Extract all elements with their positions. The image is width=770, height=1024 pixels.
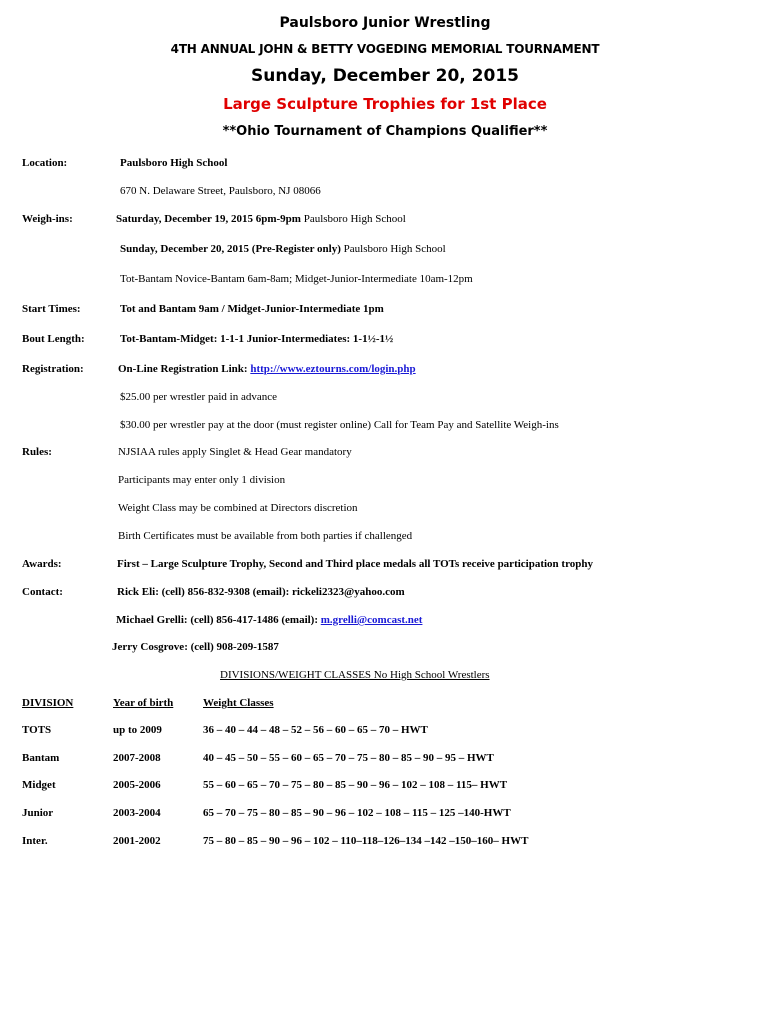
contact-michael-email-link[interactable]: m.grelli@comcast.net	[320, 614, 423, 626]
bout-length-label: Bout Length:	[22, 333, 85, 345]
bout-length-value: Tot-Bantam-Midget: 1-1-1 Junior-Intermediates: 1-1½-1½	[120, 333, 394, 345]
weigh-in-saturday-venue: Paulsboro High School	[300, 213, 406, 225]
division-weights: 55 – 60 – 65 – 70 – 75 – 80 – 85 – 90 – 96 – 102 – 108 – 115– HWT	[203, 779, 508, 791]
table-row	[0, 723, 770, 737]
contact-jerry: Jerry Cosgrove: (cell) 908-209-1587	[112, 641, 279, 653]
division-years: 2007-2008	[113, 752, 161, 764]
start-times-label: Start Times:	[22, 303, 81, 315]
rule-item: Weight Class may be combined at Directors discretion	[118, 502, 358, 514]
location-venue: Paulsboro High School	[120, 157, 228, 169]
rule-item: NJSIAA rules apply Singlet & Head Gear mandatory	[118, 446, 352, 458]
division-name: TOTS	[22, 724, 52, 736]
division-years: 2005-2006	[113, 779, 161, 791]
contact-michael	[116, 613, 422, 627]
weigh-in-sunday-venue: Paulsboro High School	[340, 243, 446, 255]
divisions-heading: DIVISIONS/WEIGHT CLASSES No High School Wrestlers	[220, 669, 490, 681]
division-name: Junior	[22, 807, 54, 819]
awards-value: First – Large Sculpture Trophy, Second and Third place medals all TOTs receive participation trophy	[117, 558, 594, 570]
division-name: Inter.	[22, 835, 48, 847]
location-address: 670 N. Delaware Street, Paulsboro, NJ 08066	[120, 185, 321, 197]
division-weights: 40 – 45 – 50 – 55 – 60 – 65 – 70 – 75 – 80 – 85 – 90 – 95 – HWT	[203, 752, 494, 764]
table-row	[0, 751, 770, 765]
qualifier-note: **Ohio Tournament of Champions Qualifier**	[222, 124, 548, 139]
weigh-ins-label: Weigh-ins:	[22, 213, 73, 225]
awards-label: Awards:	[22, 558, 62, 570]
rule-item: Birth Certificates must be available from both parties if challenged	[118, 530, 413, 542]
weigh-in-saturday	[116, 212, 406, 226]
event-date: Sunday, December 20, 2015	[250, 66, 519, 86]
weigh-in-sunday-time: Sunday, December 20, 2015 (Pre-Register only)	[120, 243, 341, 255]
rule-item: Participants may enter only 1 division	[118, 474, 286, 486]
registration-link-label: On-Line Registration Link:	[118, 363, 251, 375]
registration-label: Registration:	[22, 363, 84, 375]
registration-link-line	[118, 362, 416, 376]
registration-link[interactable]: http://www.eztourns.com/login.php	[250, 363, 416, 375]
division-years: up to 2009	[113, 724, 162, 736]
rules-label: Rules:	[22, 446, 52, 458]
club-name: Paulsboro Junior Wrestling	[279, 15, 491, 31]
table-row	[0, 806, 770, 820]
contact-rick: Rick Eli: (cell) 856-832-9308 (email): rickeli2323@yahoo.com	[117, 586, 405, 598]
table-row	[0, 778, 770, 792]
trophy-headline: Large Sculpture Trophies for 1st Place	[223, 95, 547, 113]
table-row	[0, 834, 770, 848]
weigh-in-saturday-time: Saturday, December 19, 2015 6pm-9pm	[116, 213, 301, 225]
weigh-in-sunday	[120, 242, 446, 256]
weigh-in-schedule: Tot-Bantam Novice-Bantam 6am-8am; Midget-Junior-Intermediate 10am-12pm	[120, 273, 473, 285]
tournament-title: 4TH ANNUAL JOHN & BETTY VOGEDING MEMORIAL TOURNAMENT	[170, 42, 600, 56]
division-name: Midget	[22, 779, 56, 791]
column-header-division: DIVISION	[22, 697, 74, 709]
location-label: Location:	[22, 157, 68, 169]
division-name: Bantam	[22, 752, 60, 764]
start-times-value: Tot and Bantam 9am / Midget-Junior-Intermediate 1pm	[120, 303, 384, 315]
column-header-weights: Weight Classes	[203, 697, 274, 709]
contact-michael-phone: Michael Grelli: (cell) 856-417-1486 (email):	[116, 614, 321, 626]
divisions-header-row	[0, 696, 770, 710]
column-header-year: Year of birth	[113, 697, 174, 709]
division-weights: 65 – 70 – 75 – 80 – 85 – 90 – 96 – 102 – 108 – 115 – 125 –140-HWT	[203, 807, 511, 819]
contact-label: Contact:	[22, 586, 63, 598]
registration-door-fee: $30.00 per wrestler pay at the door (must register online) Call for Team Pay and Satellite Weigh-ins	[120, 419, 559, 431]
division-years: 2003-2004	[113, 807, 161, 819]
division-weights: 36 – 40 – 44 – 48 – 52 – 56 – 60 – 65 – 70 – HWT	[203, 724, 428, 736]
registration-advance-fee: $25.00 per wrestler paid in advance	[120, 391, 277, 403]
division-years: 2001-2002	[113, 835, 161, 847]
division-weights: 75 – 80 – 85 – 90 – 96 – 102 – 110–118–126–134 –142 –150–160– HWT	[203, 835, 529, 847]
